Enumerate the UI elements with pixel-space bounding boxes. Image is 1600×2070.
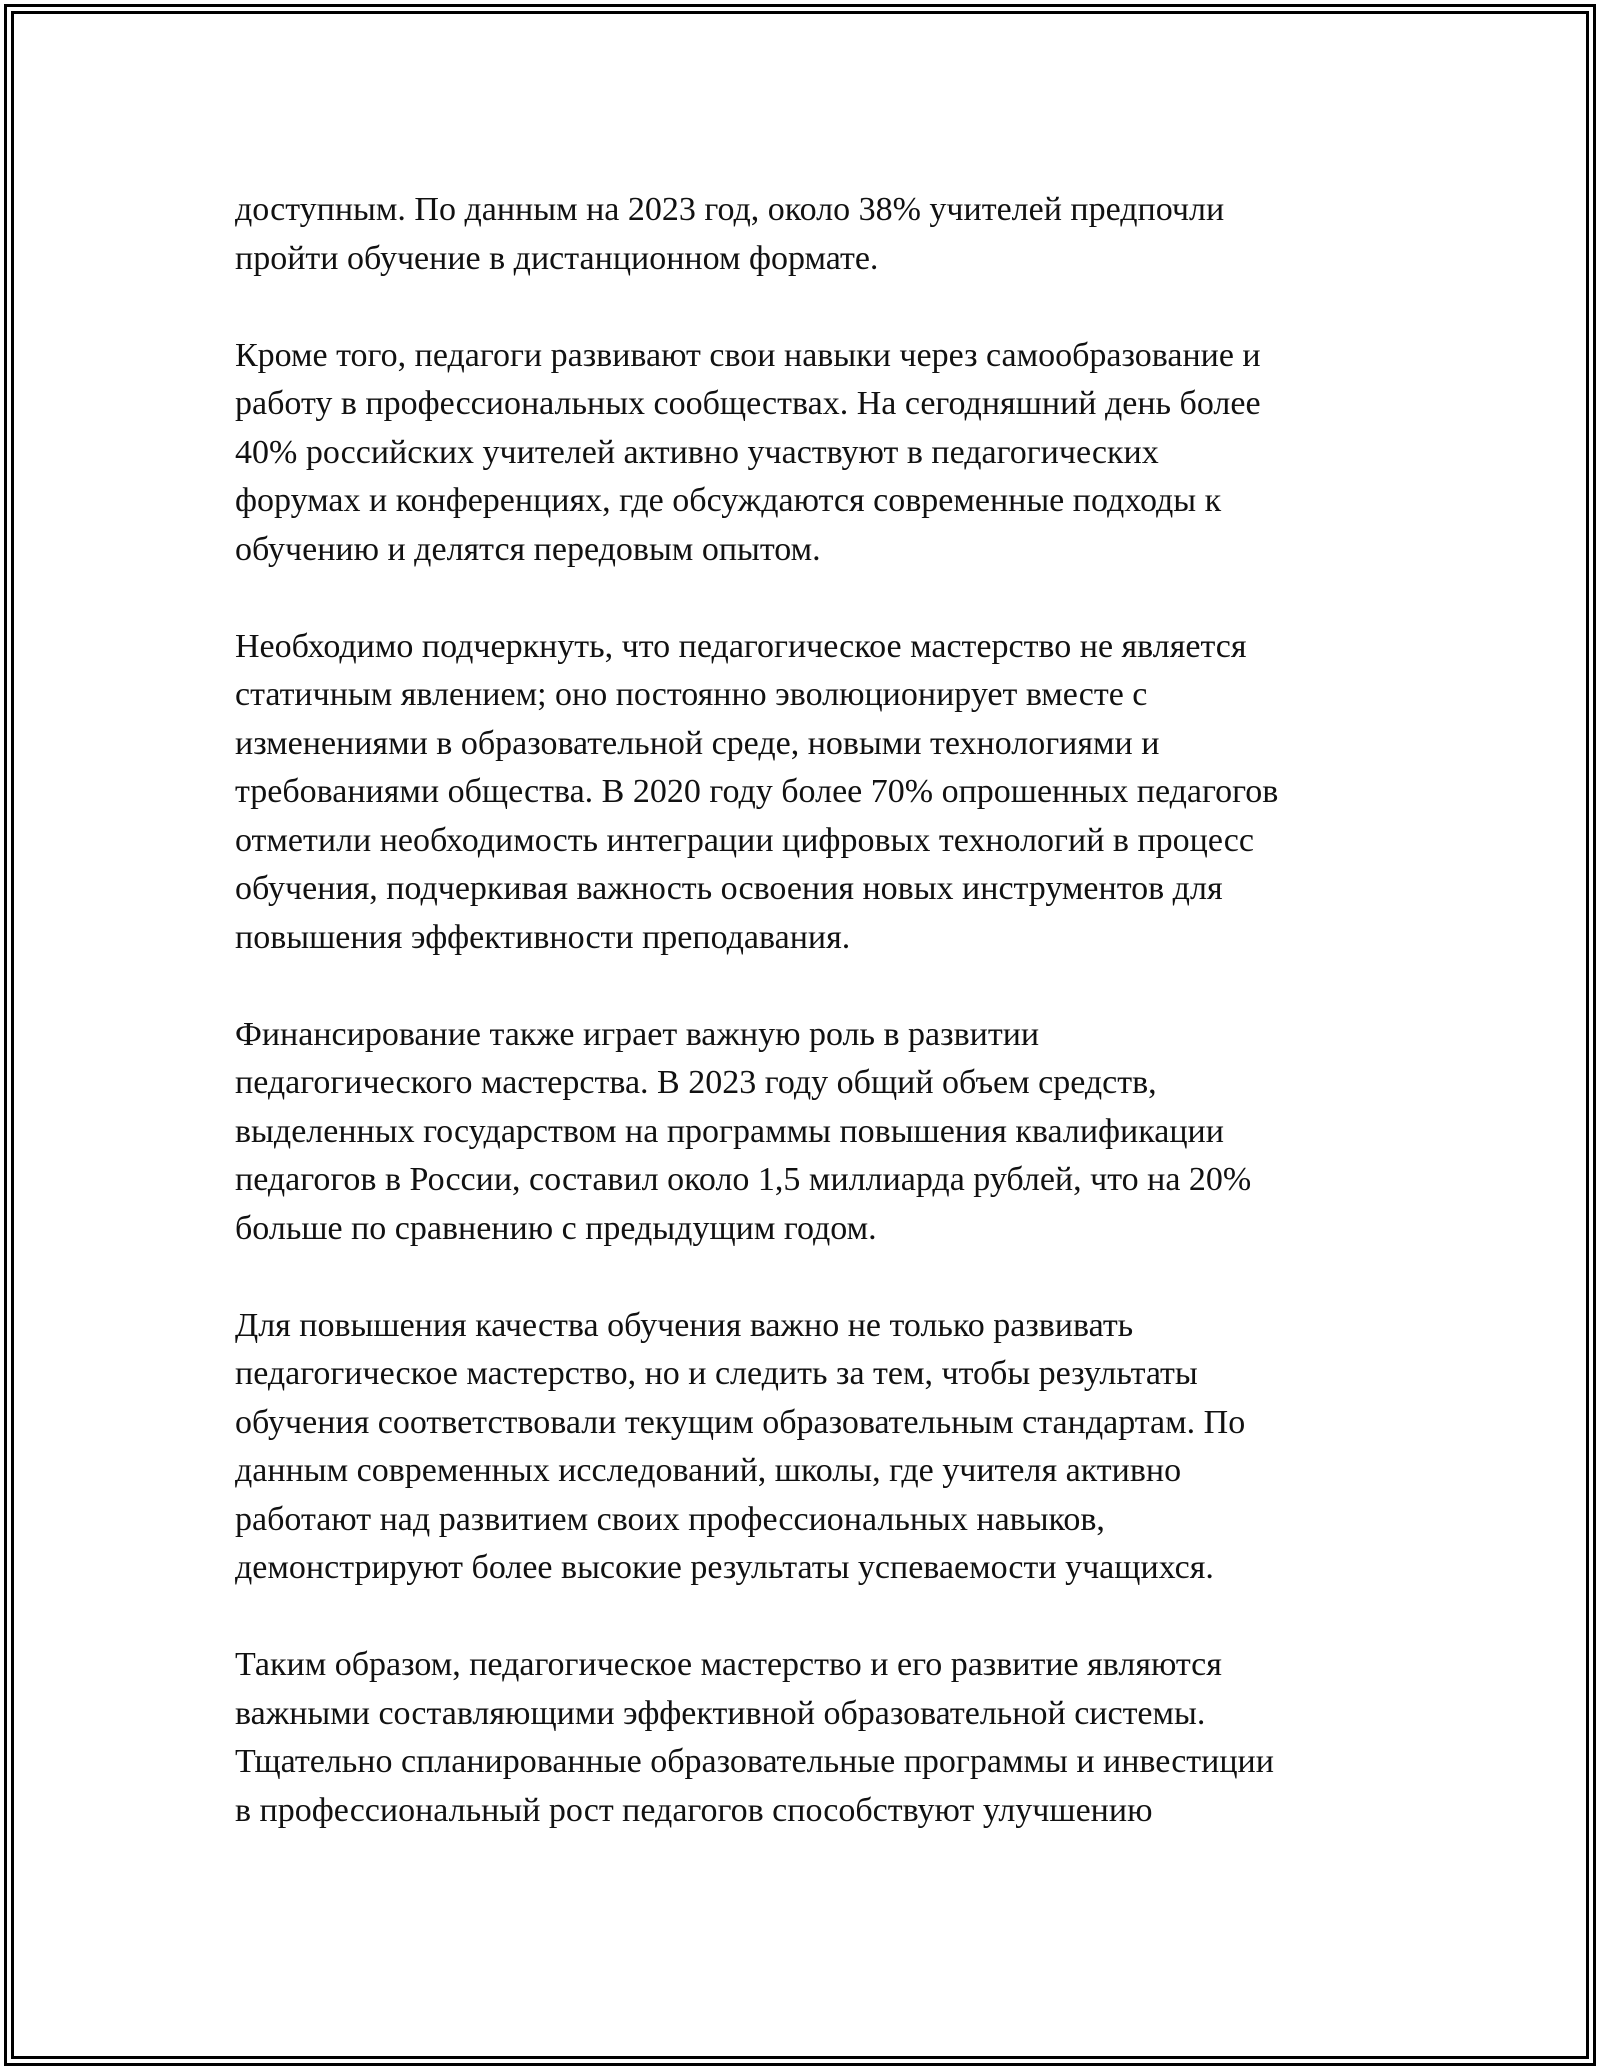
text-line: больше по сравнению с предыдущим годом. (235, 1209, 877, 1247)
paragraph-6 (235, 1641, 1380, 1835)
text-line: обучения соответствовали текущим образовательным стандартам. По (235, 1403, 1246, 1441)
text-line: Тщательно спланированные образовательные программы и инвестиции (235, 1743, 1274, 1780)
document-body (235, 186, 1380, 1884)
text-line: важными составляющими эффективной образовательной системы. (235, 1694, 1206, 1732)
text-line: Таким образом, педагогическое мастерство и его развитие являются (235, 1646, 1222, 1683)
text-line: Необходимо подчеркнуть, что педагогическое мастерство не является (235, 627, 1247, 665)
text-line: статичным явлением; оно постоянно эволюционирует вместе с (235, 676, 1148, 713)
text-line: отметили необходимость интеграции цифровых технологий в процесс (235, 821, 1254, 859)
text-line: выделенных государством на программы повышения квалификации (235, 1112, 1224, 1150)
paragraph-2 (235, 332, 1380, 575)
text-line: обучения, подчеркивая важность освоения новых инструментов для (235, 870, 1223, 907)
text-line: в профессиональный рост педагогов способствуют улучшению (235, 1791, 1153, 1829)
text-line: 40% российских учителей активно участвуют в педагогических (235, 433, 1159, 471)
text-line: Кроме того, педагоги развивают свои навыки через самообразование и (235, 336, 1261, 374)
text-line: Финансирование также играет важную роль в развитии (235, 1015, 1040, 1053)
paragraph-4 (235, 1011, 1380, 1254)
text-line: данным современных исследований, школы, где учителя активно (235, 1452, 1182, 1489)
text-line: Для повышения качества обучения важно не только развивать (235, 1306, 1134, 1344)
text-line: педагогов в России, составил около 1,5 миллиарда рублей, что на 20% (235, 1161, 1252, 1198)
text-line: работу в профессиональных сообществах. На сегодняшний день более (235, 385, 1261, 422)
text-line: доступным. По данным на 2023 год, около 38% учителей предпочли (235, 191, 1225, 228)
text-line: работают над развитием своих профессиональных навыков, (235, 1500, 1105, 1538)
text-line: пройти обучение в дистанционном формате. (235, 239, 879, 277)
text-line: форумах и конференциях, где обсуждаются современные подходы к (235, 482, 1222, 519)
paragraph-5 (235, 1302, 1380, 1593)
paragraph-3 (235, 623, 1380, 963)
text-line: демонстрируют более высокие результаты успеваемости учащихся. (235, 1549, 1214, 1586)
text-line: изменениями в образовательной среде, новыми технологиями и (235, 724, 1160, 762)
paragraph-1 (235, 186, 1380, 283)
text-line: требованиями общества. В 2020 году более 70% опрошенных педагогов (235, 773, 1279, 810)
text-line: обучению и делятся передовым опытом. (235, 530, 821, 568)
text-line: педагогическое мастерство, но и следить за тем, чтобы результаты (235, 1355, 1198, 1392)
text-line: педагогического мастерства. В 2023 году общий объем средств, (235, 1064, 1157, 1101)
text-line: повышения эффективности преподавания. (235, 918, 851, 956)
